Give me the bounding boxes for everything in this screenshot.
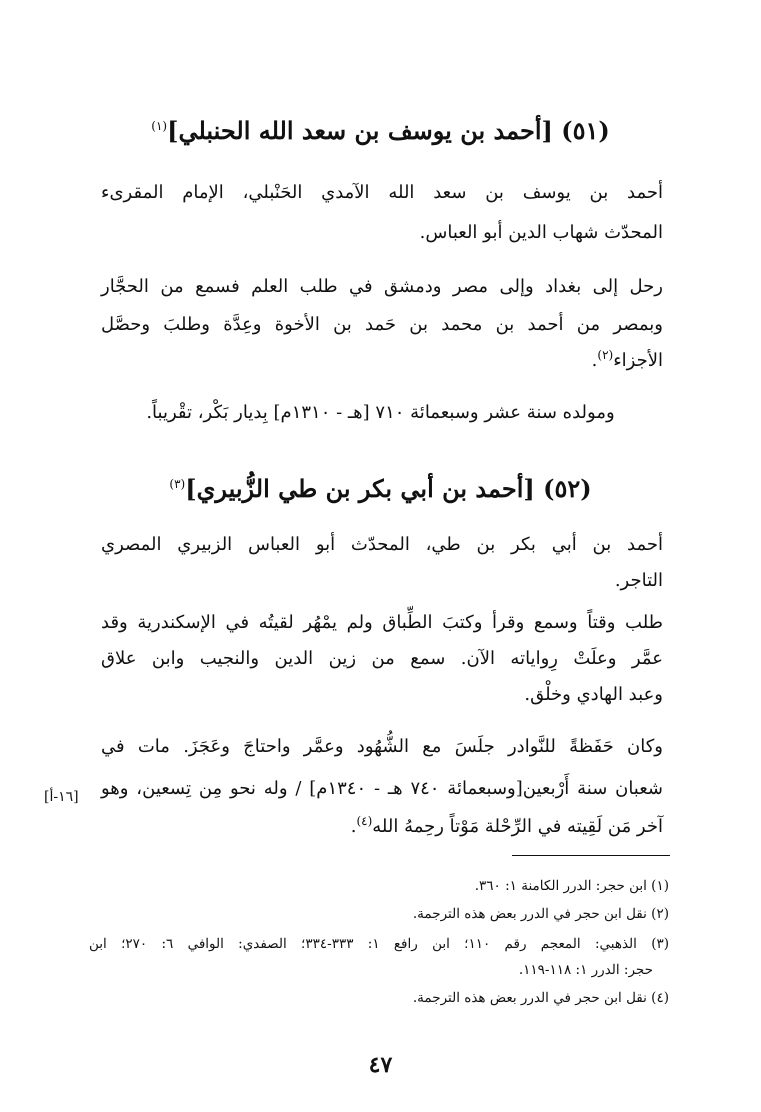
footnote-3-line-1: (٣) الذهبي: المعجم رقم ١١٠؛ ابن رافع ١: ٣٣٣-٣٣٤؛ الصفدي: الوافي ٦: ٢٧٠؛ ابن [89, 936, 670, 952]
entry-52-bio-line-1: أحمد بن أبي بكر بن طي، المحدّث أبو العباس الزبيري المصري [101, 534, 663, 555]
footnote-ref-2: (٢) [597, 348, 614, 362]
entry-52-death-line-2: شعبان سنة أَرْبعين[وسبعمائة ٧٤٠ هـ - ١٣٤٠م] / وله نحو مِن تِسعين، وهو [101, 778, 664, 799]
entry-52-title: (٥٢) [أحمد بن أبي بكر بن طي الزُّبيري] [185, 474, 592, 503]
entry-51-bio-line-2: المحدّث شهاب الدين أبو العباس. [419, 222, 663, 243]
entry-51-travel-line-2: وبمصر من أحمد بن محمد بن حَمد بن الأخوة وعِدَّة وطلبَ وحصَّل [101, 314, 663, 335]
entry-52-death-line-3 [101, 812, 663, 842]
entry-51-travel-line-1: رحل إلى بغداد وإلى مصر ودمشق في طلب العلم فسمع من الحجَّار [101, 276, 663, 297]
entry-52-heading [60, 472, 701, 506]
entry-51-travel-text: الأجزاء [613, 350, 663, 371]
entry-52-bio-line-2: التاجر. [614, 570, 663, 591]
manuscript-folio-marker: [١٦-أ] [44, 789, 79, 805]
footnote-ref-1: (١) [151, 119, 168, 133]
entry-52-death-end: . [350, 816, 357, 837]
entry-52-study-line-3: وعبد الهادي وخلْق. [524, 684, 663, 705]
entry-52-study-line-2: عمَّر وعلَتْ رِواياته الآن. سمع من زين الدين والنجيب وابن علاق [101, 648, 663, 669]
footnote-divider [512, 855, 670, 856]
entry-51-travel-line-3 [101, 346, 663, 376]
entry-51-title: (٥١) [أحمد بن يوسف بن سعد الله الحنبلي] [167, 116, 610, 145]
entry-51-birth-line: ومولده سنة عشر وسبعمائة ٧١٠ [هـ - ١٣١٠م] بِديار بَكْر، تقْريباً. [146, 402, 615, 423]
footnote-ref-4: (٤) [356, 814, 373, 828]
footnote-1: (١) ابن حجر: الدرر الكامنة ١: ٣٦٠. [474, 878, 669, 894]
footnote-ref-3: (٣) [169, 477, 186, 491]
entry-51-travel-end: . [591, 350, 598, 371]
entry-51-heading [60, 114, 701, 148]
entry-52-death-text: آخر مَن لَقِيته في الرِّحْلة مَوْتاً رحِمهُ الله [372, 816, 663, 837]
footnote-3-line-2: حجر: الدرر ١: ١١٨-١١٩. [518, 962, 653, 978]
entry-51-bio-line-1: أحمد بن يوسف بن سعد الله الآمدي الحَنْبلي، الإمام المقرىء [101, 182, 663, 203]
footnote-4: (٤) نقل ابن حجر في الدرر بعض هذه الترجمة. [412, 990, 669, 1006]
entry-52-study-line-1: طلب وقتاً وسمع وقرأ وكتبَ الطِّباق ولم يمْهُر لقيتُه في الإسكندرية وقد [101, 612, 663, 633]
footnote-2: (٢) نقل ابن حجر في الدرر بعض هذه الترجمة. [412, 906, 669, 922]
page-number: ٤٧ [368, 1052, 393, 1078]
entry-52-death-line-1: وكان حَفَظةً للنَّوادر جلَسَ مع الشُّهُود وعمَّر واحتاجَ وعَجَزَ. مات في [101, 736, 663, 757]
